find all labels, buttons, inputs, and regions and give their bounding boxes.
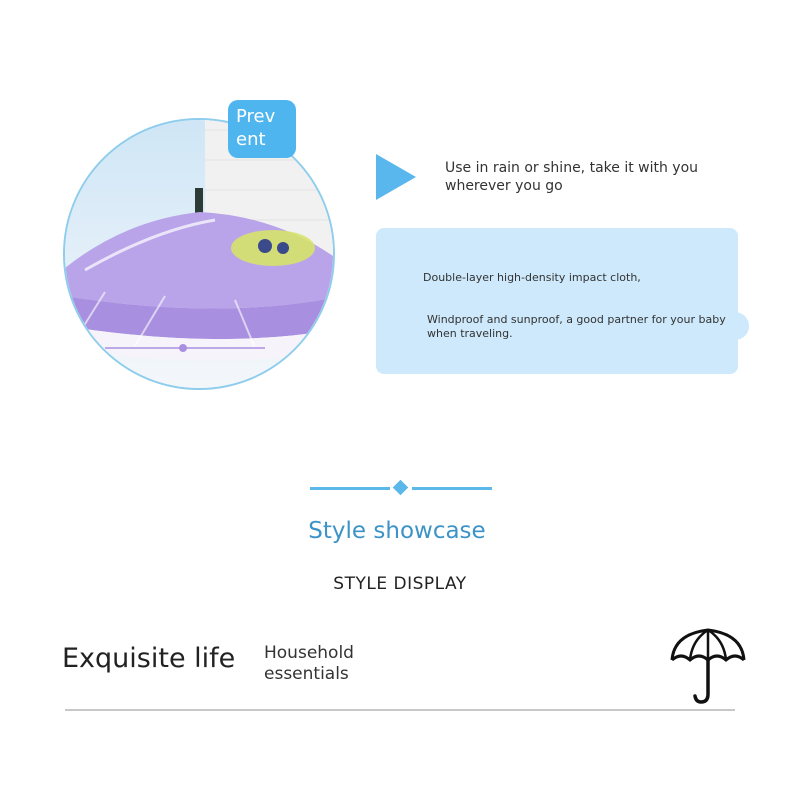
badge-line1: Prev bbox=[236, 106, 276, 127]
info-box-tab bbox=[731, 312, 749, 340]
footer-category: Household essentials bbox=[264, 643, 354, 684]
info-text-fabric: Double-layer high-density impact cloth, bbox=[423, 271, 641, 284]
divider-line-right bbox=[412, 487, 492, 490]
umbrella-canopy-illustration bbox=[65, 120, 333, 388]
divider-diamond-icon bbox=[393, 480, 409, 496]
section-title: Style showcase bbox=[308, 518, 486, 544]
info-box bbox=[376, 228, 738, 374]
footer-tagline: Exquisite life bbox=[62, 643, 236, 674]
info-text-windproof: Windproof and sunproof, a good partner for your baby when traveling. bbox=[427, 313, 726, 340]
play-arrow-icon bbox=[376, 154, 416, 200]
intro-text: Use in rain or shine, take it with you wherever you go bbox=[445, 160, 699, 194]
divider-line-left bbox=[310, 487, 390, 490]
umbrella-icon bbox=[668, 626, 748, 706]
section-subtitle: STYLE DISPLAY bbox=[333, 574, 467, 594]
badge-line2: ent bbox=[236, 129, 266, 150]
bottom-divider bbox=[65, 709, 735, 711]
prevent-badge bbox=[228, 100, 296, 158]
product-image bbox=[63, 118, 335, 390]
